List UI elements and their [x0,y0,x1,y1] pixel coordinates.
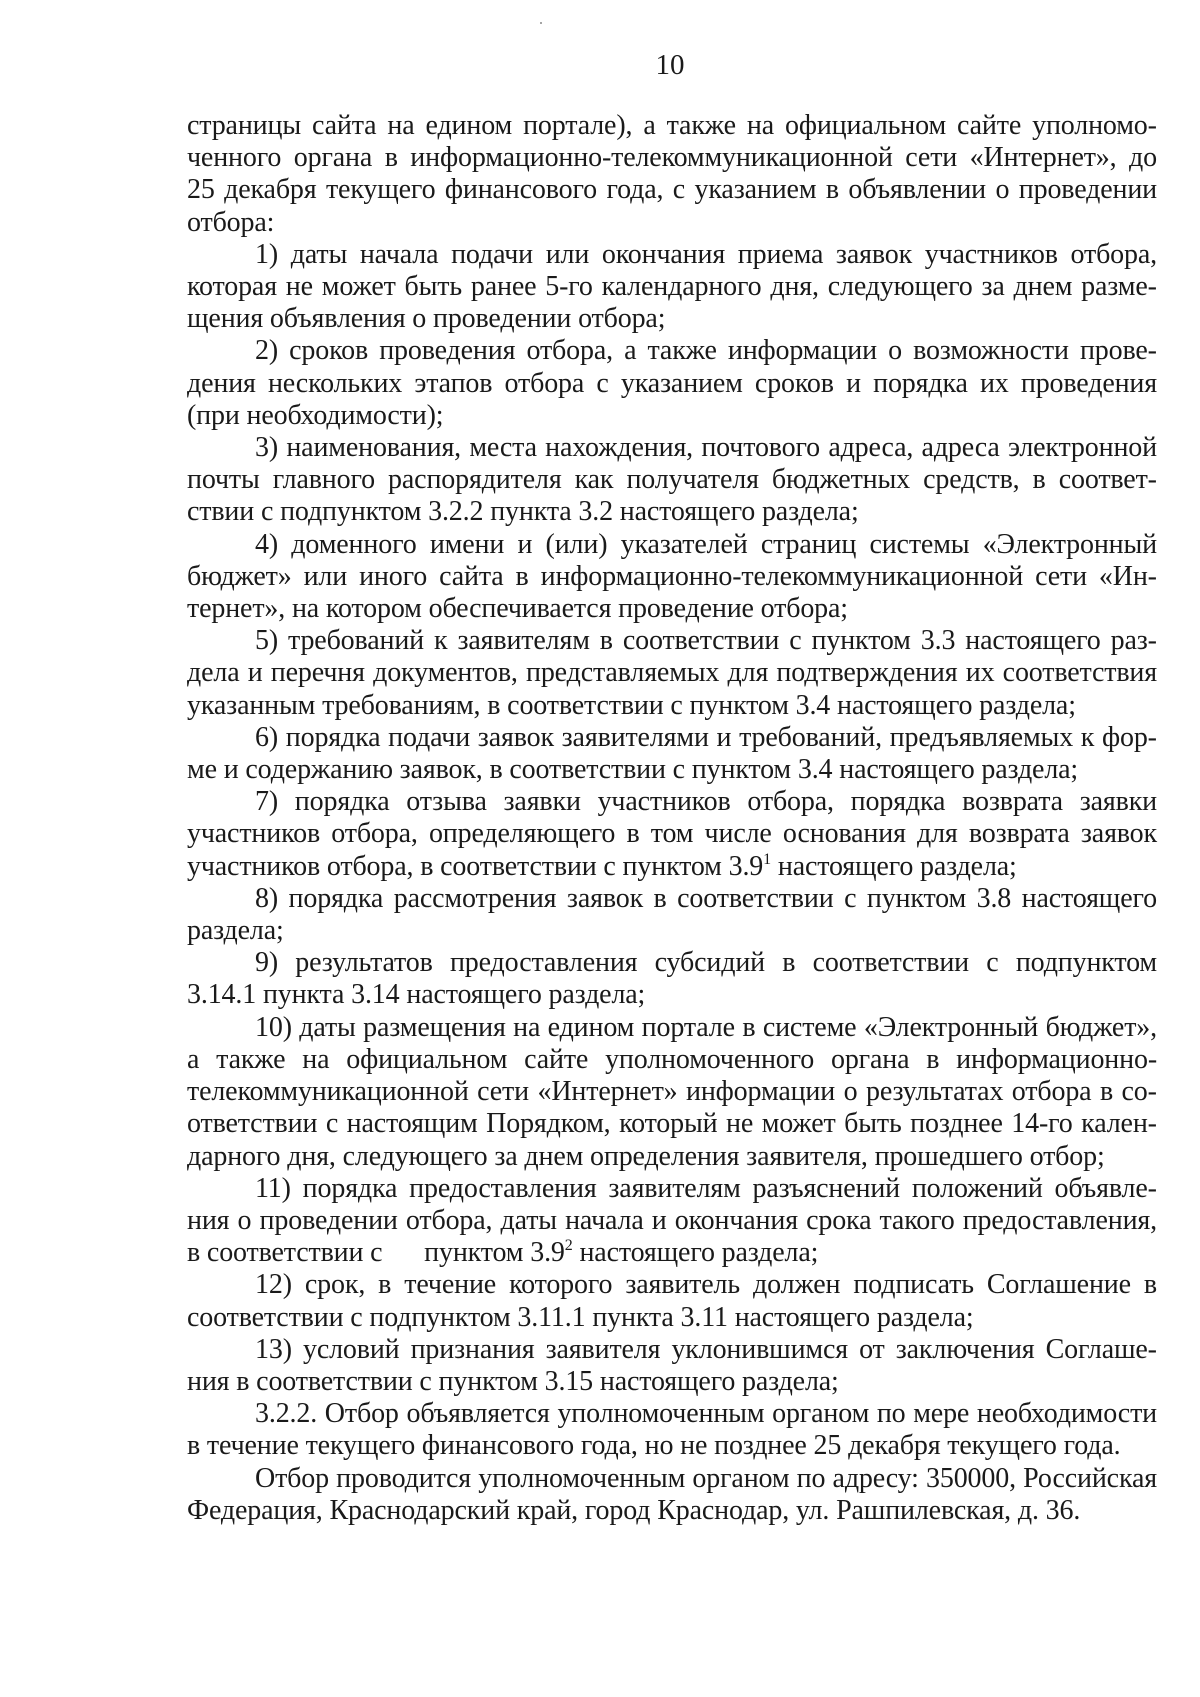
list-item-8: 8) порядка рассмотрения заявок в соответствии с пунктом 3.8 настоящего раздела; [187,882,1157,947]
list-item-13: 13) условий признания заявителя уклонившимся от заключения Соглашения в соответствии с пунктом 3.15 настоящего раздела; [187,1333,1157,1397]
document-body [187,110,1157,1527]
list-item-7 [187,786,1157,883]
list-item-1: 1) даты начала подачи или окончания приема заявок участников отбора, которая не может быть ранее 5-го календарного дня, следующего за днем размещения объявления о проведении отбора; [187,238,1157,335]
scan-speck [540,22,542,24]
list-item-4: 4) доменного имени и (или) указателей страниц системы «Электронный бюджет» или иного сайта в информационно-телекоммуникационной сети «Интернет», на котором обеспечивается проведение отбора; [187,528,1157,625]
list-item-12: 12) срок, в течение которого заявитель должен подписать Соглашение в соответствии с подпунктом 3.11.1 пункта 3.11 настоящего раздела; [187,1269,1157,1333]
list-item-11-tail: настоящего раздела; [572,1237,819,1269]
superscript-2: 2 [564,1237,573,1255]
list-item-7-text: 7) порядка отзыва заявки участников отбора, порядка возврата заявки участников отбора, определяющего в том числе основания для возврата заявок участников отбора, в соответствии с пунктом 3.9 [187,786,1157,882]
list-item-9: 9) результатов предоставления субсидий в соответствии с подпунктом 3.14.1 пункта 3.14 настоящего раздела; [187,947,1157,1011]
superscript-1: 1 [763,850,772,868]
paragraph-continuation: страницы сайта на едином портале), а также на официальном сайте уполномоченного органа в информационно-телекоммуникационной сети «Интернет», до 25 декабря текущего финансового года, с указанием в объявлении о проведении отбора: [187,110,1157,238]
page-number-wrap [0,48,1200,82]
section-3-2-2: 3.2.2. Отбор объявляется уполномоченным органом по мере необходимости в течение текущего финансового года, но не позднее 25 декабря текущего года. [187,1398,1157,1462]
list-item-11-text: 11) порядка предоставления заявителям разъяснений положений объявления о проведении отбора, даты начала и окончания срока такого предоставления, в соответствии с пунктом 3.9 [187,1172,1157,1269]
list-item-10: 10) даты размещения на едином портале в системе «Электронный бюджет», а также на официальном сайте уполномоченного органа в информационно-телекоммуникационной сети «Интернет» информации о результатах отбора в соответствии с настоящим Порядком, который не может быть позднее 14-го календарного дня, следующего за днем определения заявителя, прошедшего отбор; [187,1011,1157,1172]
selection-address: Отбор проводится уполномоченным органом по адресу: 350000, Российская Федерация, Краснодарский край, город Краснодар, ул. Рашпилевская, д. 36. [187,1462,1157,1526]
list-item-6: 6) порядка подачи заявок заявителями и требований, предъявляемых к форме и содержанию заявок, в соответствии с пунктом 3.4 настоящего раздела; [187,721,1157,786]
list-item-5: 5) требований к заявителям в соответствии с пунктом 3.3 настоящего раздела и перечня документов, представляемых для подтверждения их соответствия указанным требованиям, в соответствии с пунктом 3.4 настоящего раздела; [187,625,1157,721]
list-item-7-tail: настоящего раздела; [771,850,1017,882]
list-item-11 [187,1173,1157,1270]
list-item-3: 3) наименования, места нахождения, почтового адреса, адреса электронной почты главного распорядителя как получателя бюджетных средств, в соответствии с подпунктом 3.2.2 пункта 3.2 настоящего раздела; [187,432,1157,528]
list-item-2: 2) сроков проведения отбора, а также информации о возможности проведения нескольких этапов отбора с указанием сроков и порядка их проведения (при необходимости); [187,335,1157,431]
page-number: 10 [655,49,685,81]
